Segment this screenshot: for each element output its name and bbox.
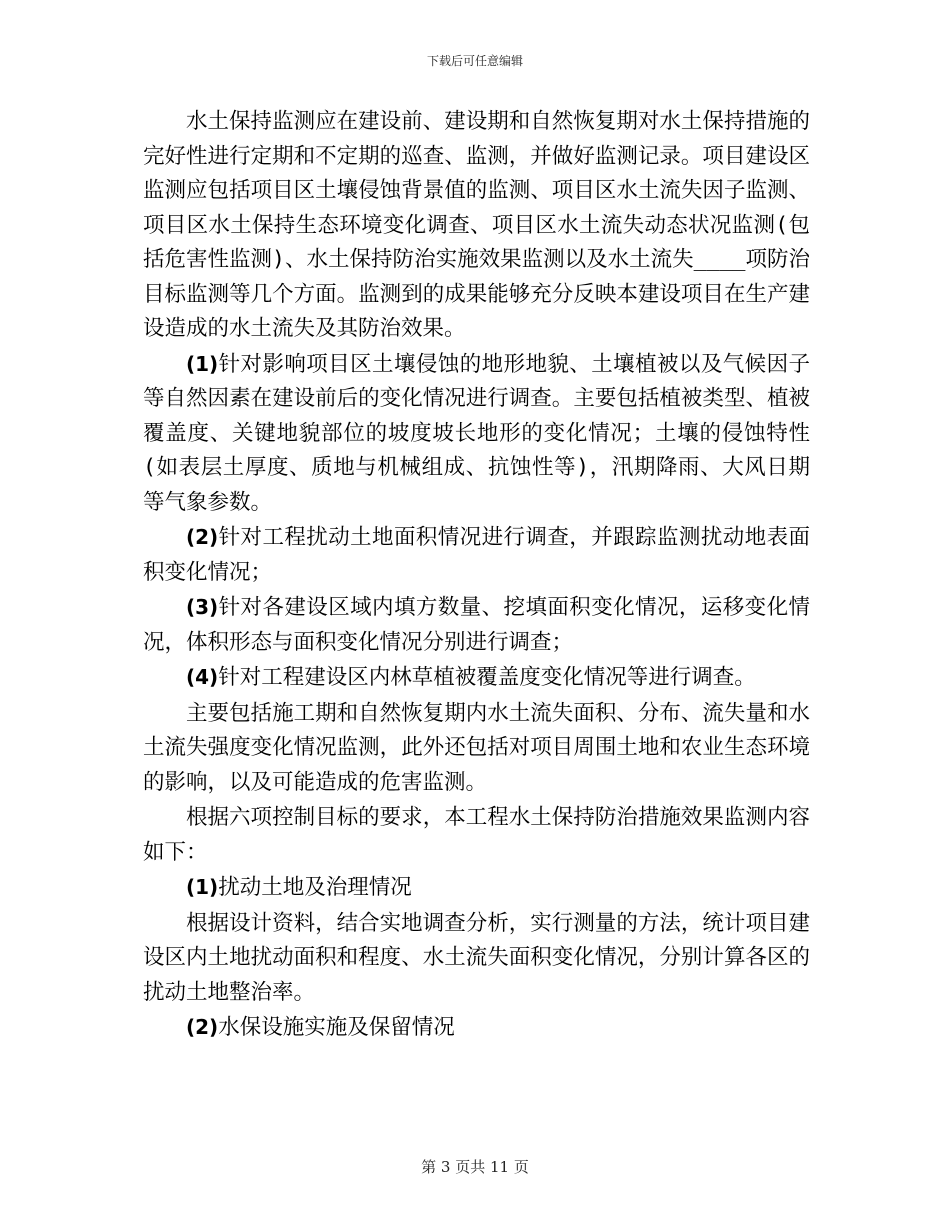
paragraph-item-1-natural-factors: (1)针对影响项目区土壤侵蚀的地形地貌、土壤植被以及气候因子等自然因素在建设前后的变化情况进行调查。主要包括植被类型、植被覆盖度、关键地貌部位的坡度坡长地形的变化情况；土壤的侵蚀特性(如表层土厚度、质地与机械组成、抗蚀性等)，汛期降雨、大风日期等气象参数。 bbox=[143, 351, 810, 515]
paragraph-control-targets: 根据六项控制目标的要求，本工程水土保持防治措施效果监测内容如下： bbox=[143, 805, 810, 865]
paragraph-item-3-fill-excavation: (3)针对各建设区域内填方数量、挖填面积变化情况，运移变化情况，体积形态与面积变化情况分别进行调查； bbox=[143, 595, 810, 655]
paragraph-monitoring-intro: 水土保持监测应在建设前、建设期和自然恢复期对水土保持措施的完好性进行定期和不定期的巡查、监测，并做好监测记录。项目建设区监测应包括项目区土壤侵蚀背景值的监测、项目区水土流失因子监测、项目区水土保持生态环境变化调查、项目区水土流失动态状况监测(包括危害性监测)、水土保持防治实施效果监测以及水土流失____项防治目标监测等几个方面。监测到的成果能够充分反映本建设项目在生产建设造成的水土流失及其防治效果。 bbox=[143, 109, 810, 341]
page-header-note: 下载后可任意编辑 bbox=[426, 54, 523, 68]
page-number-footer: 第 3 页共 11 页 bbox=[421, 1158, 529, 1176]
paragraph-subheading-2: (2)水保设施实施及保留情况 bbox=[186, 1015, 455, 1040]
paragraph-item-4-vegetation: (4)针对工程建设区内林草植被覆盖度变化情况等进行调查。 bbox=[186, 665, 756, 690]
paragraph-erosion-monitoring: 主要包括施工期和自然恢复期内水土流失面积、分布、流失量和水土流失强度变化情况监测，此外还包括对项目周围土地和农业生态环境的影响，以及可能造成的危害监测。 bbox=[143, 700, 810, 795]
document-body bbox=[143, 104, 810, 1046]
paragraph-subheading-1: (1)扰动土地及治理情况 bbox=[186, 875, 412, 900]
paragraph-survey-method: 根据设计资料，结合实地调查分析，实行测量的方法，统计项目建设区内土地扰动面积和程度、水土流失面积变化情况，分别计算各区的扰动土地整治率。 bbox=[143, 910, 810, 1005]
paragraph-item-2-disturbed-area: (2)针对工程扰动土地面积情况进行调查，并跟踪监测扰动地表面积变化情况； bbox=[143, 525, 810, 585]
